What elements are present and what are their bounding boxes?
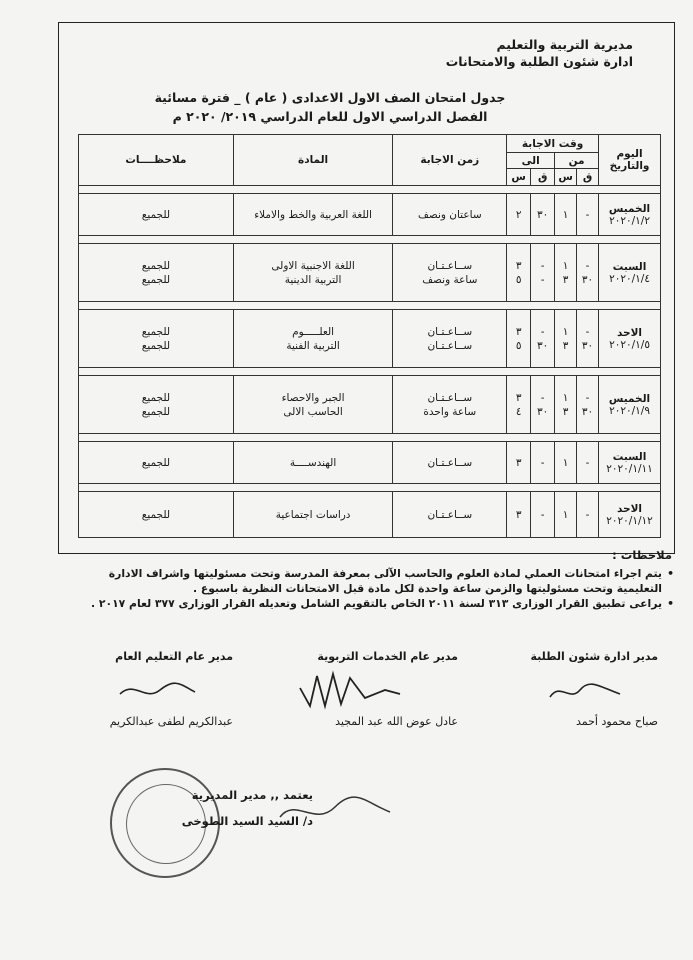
to-minute-cell bbox=[531, 194, 555, 236]
schedule-body bbox=[79, 186, 661, 538]
note-value: للجميع bbox=[141, 259, 171, 272]
duration-value: ساعة واحدة bbox=[423, 405, 477, 418]
table-row bbox=[79, 310, 661, 368]
cell-stack bbox=[531, 208, 554, 222]
from-hour-cell bbox=[555, 310, 577, 368]
cell-stack bbox=[555, 508, 576, 522]
from-minute-value: - bbox=[585, 456, 590, 469]
cell-stack bbox=[79, 456, 233, 470]
from-minute-cell bbox=[577, 310, 599, 368]
header-subject: المادة bbox=[233, 135, 393, 186]
note-value: للجميع bbox=[141, 391, 171, 404]
header-from: من bbox=[555, 153, 599, 169]
signature-name: عادل عوض الله عبد المجيد bbox=[335, 715, 458, 728]
cell-stack bbox=[555, 391, 576, 419]
cell-stack bbox=[577, 259, 598, 287]
to-hour-value: ٣ bbox=[515, 259, 522, 272]
to-minute-value: - bbox=[540, 391, 545, 404]
from-minute-cell bbox=[577, 376, 599, 434]
duration-cell bbox=[393, 376, 507, 434]
to-minute-cell bbox=[531, 244, 555, 302]
from-minute-cell bbox=[577, 442, 599, 484]
duration-value: ســاعـتـان bbox=[427, 456, 473, 469]
row-spacer bbox=[79, 236, 661, 244]
subject-cell bbox=[233, 492, 393, 538]
cell-stack bbox=[234, 508, 393, 522]
date-label: ٢٠٢٠/١/٢ bbox=[609, 214, 650, 227]
cell-stack bbox=[234, 259, 393, 287]
note-value: للجميع bbox=[141, 508, 171, 521]
cell-stack bbox=[531, 259, 554, 287]
exam-schedule-table bbox=[78, 134, 661, 538]
signature-scribble-icon bbox=[110, 672, 200, 712]
subject-cell bbox=[233, 442, 393, 484]
day-label: السبت bbox=[612, 260, 647, 273]
duration-cell bbox=[393, 244, 507, 302]
cell-stack bbox=[531, 325, 554, 353]
from-minute-cell bbox=[577, 244, 599, 302]
notes-list bbox=[70, 566, 680, 611]
duration-value: ســاعـتـان bbox=[427, 508, 473, 521]
day-date-cell bbox=[599, 244, 661, 302]
to-minute-cell bbox=[531, 442, 555, 484]
table-row bbox=[79, 442, 661, 484]
cell-stack bbox=[79, 259, 233, 287]
from-hour-cell bbox=[555, 244, 577, 302]
duration-value: ســاعـتـان bbox=[427, 259, 473, 272]
title-line-2: الفصل الدراسي الاول للعام الدراسي ٢٠١٩/ ٢٠٢٠ م bbox=[172, 109, 488, 124]
subject-value: الحاسب الالى bbox=[283, 405, 343, 418]
note-cell bbox=[79, 376, 234, 434]
cell-stack bbox=[507, 456, 530, 470]
day-date-cell bbox=[599, 194, 661, 236]
subject-cell bbox=[233, 244, 393, 302]
header-answer-time: وقت الاجابة bbox=[507, 135, 599, 153]
to-hour-cell bbox=[507, 376, 531, 434]
subject-value: الجبر والاحصاء bbox=[281, 391, 345, 404]
row-spacer bbox=[79, 484, 661, 492]
duration-cell bbox=[393, 442, 507, 484]
note-value: للجميع bbox=[141, 405, 171, 418]
to-hour-cell bbox=[507, 194, 531, 236]
cell-stack bbox=[531, 391, 554, 419]
note-value: للجميع bbox=[141, 339, 171, 352]
day-date-cell bbox=[599, 376, 661, 434]
cell-stack bbox=[531, 508, 554, 522]
to-minute-cell bbox=[531, 310, 555, 368]
document-title bbox=[150, 88, 510, 126]
cell-stack bbox=[555, 259, 576, 287]
cell-stack bbox=[577, 456, 598, 470]
approval-line-2: د/ السيد السيد الطوخى bbox=[181, 814, 313, 828]
to-hour-value: ٣ bbox=[515, 325, 522, 338]
from-hour-value: ١ bbox=[562, 208, 569, 221]
from-hour-value: ١ bbox=[562, 456, 569, 469]
to-minute-value: - bbox=[540, 273, 545, 286]
day-label: الاحد bbox=[616, 502, 643, 515]
from-hour-value: ١ bbox=[562, 508, 569, 521]
note-item: • يتم اجراء امتحانات العملي لمادة العلوم والحاسب الآلى بمعرفة المدرسة وتحت مسئوليتها واشراف الادارة التعليمية وتحت مسئوليتها والزمن ساعة واحدة لكل مادة قبل الامتحانات النظرية باسبوع . bbox=[70, 566, 662, 596]
cell-stack bbox=[507, 508, 530, 522]
cell-stack bbox=[79, 208, 233, 222]
to-minute-cell bbox=[531, 492, 555, 538]
signature-scribble-icon bbox=[295, 668, 405, 713]
from-hour-value: ٣ bbox=[562, 273, 569, 286]
spacer-cell bbox=[79, 434, 661, 442]
note-value: للجميع bbox=[141, 325, 171, 338]
table-row bbox=[79, 376, 661, 434]
cell-stack bbox=[393, 508, 506, 522]
to-minute-value: - bbox=[540, 456, 545, 469]
subject-value: اللغة الاجنبية الاولى bbox=[271, 259, 355, 272]
cell-stack bbox=[393, 259, 506, 287]
duration-value: ســاعـتـان bbox=[427, 325, 473, 338]
subject-value: التربية الدينية bbox=[284, 273, 342, 286]
to-minute-value: - bbox=[540, 259, 545, 272]
table-row bbox=[79, 492, 661, 538]
cell-stack bbox=[79, 391, 233, 419]
date-label: ٢٠٢٠/١/٥ bbox=[609, 338, 650, 351]
to-hour-value: ٢ bbox=[515, 208, 522, 221]
header-duration: زمن الاجابة bbox=[393, 135, 507, 186]
cell-stack bbox=[577, 325, 598, 353]
note-cell bbox=[79, 310, 234, 368]
from-hour-value: ١ bbox=[562, 325, 569, 338]
header-to-minute: ق bbox=[531, 169, 555, 186]
notes-title: ملاحظات : bbox=[612, 548, 672, 562]
cell-stack bbox=[79, 325, 233, 353]
day-date-cell bbox=[599, 310, 661, 368]
signature-role: مدير عام التعليم العام bbox=[115, 650, 233, 663]
note-cell bbox=[79, 442, 234, 484]
spacer-cell bbox=[79, 484, 661, 492]
cell-stack bbox=[393, 208, 506, 222]
subject-value: دراسات اجتماعية bbox=[275, 508, 351, 521]
row-spacer bbox=[79, 302, 661, 310]
subject-value: التربية الفنية bbox=[286, 339, 340, 352]
duration-value: ساعة ونصف bbox=[422, 273, 478, 286]
note-value: للجميع bbox=[141, 273, 171, 286]
signature-name: عبدالكريم لطفى عبدالكريم bbox=[109, 715, 233, 728]
table-row bbox=[79, 194, 661, 236]
from-hour-value: ٣ bbox=[562, 405, 569, 418]
from-minute-cell bbox=[577, 194, 599, 236]
from-hour-cell bbox=[555, 492, 577, 538]
day-label: الخميس bbox=[608, 392, 651, 405]
to-hour-value: ٥ bbox=[515, 273, 522, 286]
day-label: الخميس bbox=[608, 202, 651, 215]
note-cell bbox=[79, 492, 234, 538]
to-minute-value: ٣٠ bbox=[536, 208, 549, 221]
subject-cell bbox=[233, 194, 393, 236]
from-minute-value: - bbox=[585, 325, 590, 338]
from-minute-cell bbox=[577, 492, 599, 538]
subject-value: اللغة العربية والخط والاملاء bbox=[254, 208, 372, 221]
cell-stack bbox=[234, 391, 393, 419]
approval-line-1: يعتمد ,, مدير المديرية bbox=[191, 788, 313, 802]
cell-stack bbox=[393, 325, 506, 353]
table-row bbox=[79, 244, 661, 302]
header-to: الى bbox=[507, 153, 555, 169]
date-label: ٢٠٢٠/١/١٢ bbox=[606, 514, 653, 527]
cell-stack bbox=[507, 325, 530, 353]
cell-stack bbox=[234, 456, 393, 470]
from-hour-cell bbox=[555, 376, 577, 434]
cell-stack bbox=[577, 391, 598, 419]
date-label: ٢٠٢٠/١/١١ bbox=[606, 462, 653, 475]
to-hour-cell bbox=[507, 244, 531, 302]
note-item: • يراعى تطبيق القرار الوزارى ٣١٣ لسنة ٢٠١١ الخاص بالتقويم الشامل وتعديله القرار الوزارى ٣٧٧ لعام ٢٠١٧ . bbox=[70, 596, 662, 611]
to-hour-cell bbox=[507, 310, 531, 368]
cell-stack bbox=[507, 259, 530, 287]
to-hour-value: ٣ bbox=[515, 508, 522, 521]
note-value: للجميع bbox=[141, 208, 171, 221]
cell-stack bbox=[79, 508, 233, 522]
to-hour-cell bbox=[507, 492, 531, 538]
subject-cell bbox=[233, 376, 393, 434]
directorate-name: مديرية التربية والتعليم bbox=[496, 37, 633, 52]
spacer-cell bbox=[79, 302, 661, 310]
subject-value: العلـــــوم bbox=[292, 325, 335, 338]
note-cell bbox=[79, 194, 234, 236]
from-minute-value: ٣٠ bbox=[581, 405, 594, 418]
from-hour-value: ١ bbox=[562, 259, 569, 272]
cell-stack bbox=[234, 208, 393, 222]
cell-stack bbox=[555, 456, 576, 470]
duration-value: ســاعـتـان bbox=[427, 391, 473, 404]
signature-scribble-icon bbox=[545, 672, 625, 712]
to-minute-value: ٣٠ bbox=[536, 339, 549, 352]
row-spacer bbox=[79, 186, 661, 194]
date-label: ٢٠٢٠/١/٩ bbox=[609, 404, 650, 417]
cell-stack bbox=[507, 208, 530, 222]
from-minute-value: - bbox=[585, 391, 590, 404]
notes-section bbox=[70, 548, 680, 611]
header-to-hour: س bbox=[507, 169, 531, 186]
signature-role: مدير عام الخدمات التربوية bbox=[317, 650, 458, 663]
day-label: السبت bbox=[612, 450, 647, 463]
approval-signature-icon bbox=[275, 792, 395, 832]
subject-cell bbox=[233, 310, 393, 368]
letterhead bbox=[393, 36, 633, 70]
subject-value: الهندســــة bbox=[289, 456, 337, 469]
department-name: ادارة شئون الطلبة والامتحانات bbox=[445, 54, 633, 69]
cell-stack bbox=[393, 456, 506, 470]
to-hour-value: ٣ bbox=[515, 391, 522, 404]
duration-cell bbox=[393, 492, 507, 538]
cell-stack bbox=[531, 456, 554, 470]
header-from-hour: س bbox=[555, 169, 577, 186]
signature-name: صباح محمود أحمد bbox=[575, 715, 658, 728]
cell-stack bbox=[577, 508, 598, 522]
day-date-cell bbox=[599, 442, 661, 484]
to-minute-cell bbox=[531, 376, 555, 434]
cell-stack bbox=[507, 391, 530, 419]
to-hour-value: ٤ bbox=[515, 405, 522, 418]
note-value: للجميع bbox=[141, 456, 171, 469]
header-from-minute: ق bbox=[577, 169, 599, 186]
to-hour-cell bbox=[507, 442, 531, 484]
from-minute-value: ٣٠ bbox=[581, 273, 594, 286]
from-minute-value: - bbox=[585, 259, 590, 272]
cell-stack bbox=[555, 325, 576, 353]
duration-value: ســاعـتـان bbox=[427, 339, 473, 352]
duration-cell bbox=[393, 194, 507, 236]
day-date-cell bbox=[599, 492, 661, 538]
to-minute-value: - bbox=[540, 325, 545, 338]
header-notes: ملاحظــــات bbox=[79, 135, 234, 186]
day-label: الاحد bbox=[616, 326, 643, 339]
from-hour-value: ١ bbox=[562, 391, 569, 404]
note-cell bbox=[79, 244, 234, 302]
spacer-cell bbox=[79, 186, 661, 194]
from-hour-cell bbox=[555, 194, 577, 236]
to-hour-value: ٥ bbox=[515, 339, 522, 352]
spacer-cell bbox=[79, 236, 661, 244]
spacer-cell bbox=[79, 368, 661, 376]
header-day-date: اليوم والتاريخ bbox=[599, 135, 661, 186]
cell-stack bbox=[234, 325, 393, 353]
from-minute-value: - bbox=[585, 208, 590, 221]
duration-cell bbox=[393, 310, 507, 368]
cell-stack bbox=[555, 208, 576, 222]
cell-stack bbox=[393, 391, 506, 419]
from-hour-cell bbox=[555, 442, 577, 484]
from-hour-value: ٣ bbox=[562, 339, 569, 352]
from-minute-value: ٣٠ bbox=[581, 339, 594, 352]
row-spacer bbox=[79, 434, 661, 442]
date-label: ٢٠٢٠/١/٤ bbox=[609, 272, 650, 285]
to-minute-value: ٣٠ bbox=[536, 405, 549, 418]
from-minute-value: - bbox=[585, 508, 590, 521]
to-minute-value: - bbox=[540, 508, 545, 521]
row-spacer bbox=[79, 368, 661, 376]
title-line-1: جدول امتحان الصف الاول الاعدادى ( عام ) _ فترة مسائية bbox=[154, 90, 506, 105]
duration-value: ساعتان ونصف bbox=[417, 208, 482, 221]
cell-stack bbox=[577, 208, 598, 222]
to-hour-value: ٣ bbox=[515, 456, 522, 469]
signature-role: مدير ادارة شئون الطلبة bbox=[530, 650, 658, 663]
